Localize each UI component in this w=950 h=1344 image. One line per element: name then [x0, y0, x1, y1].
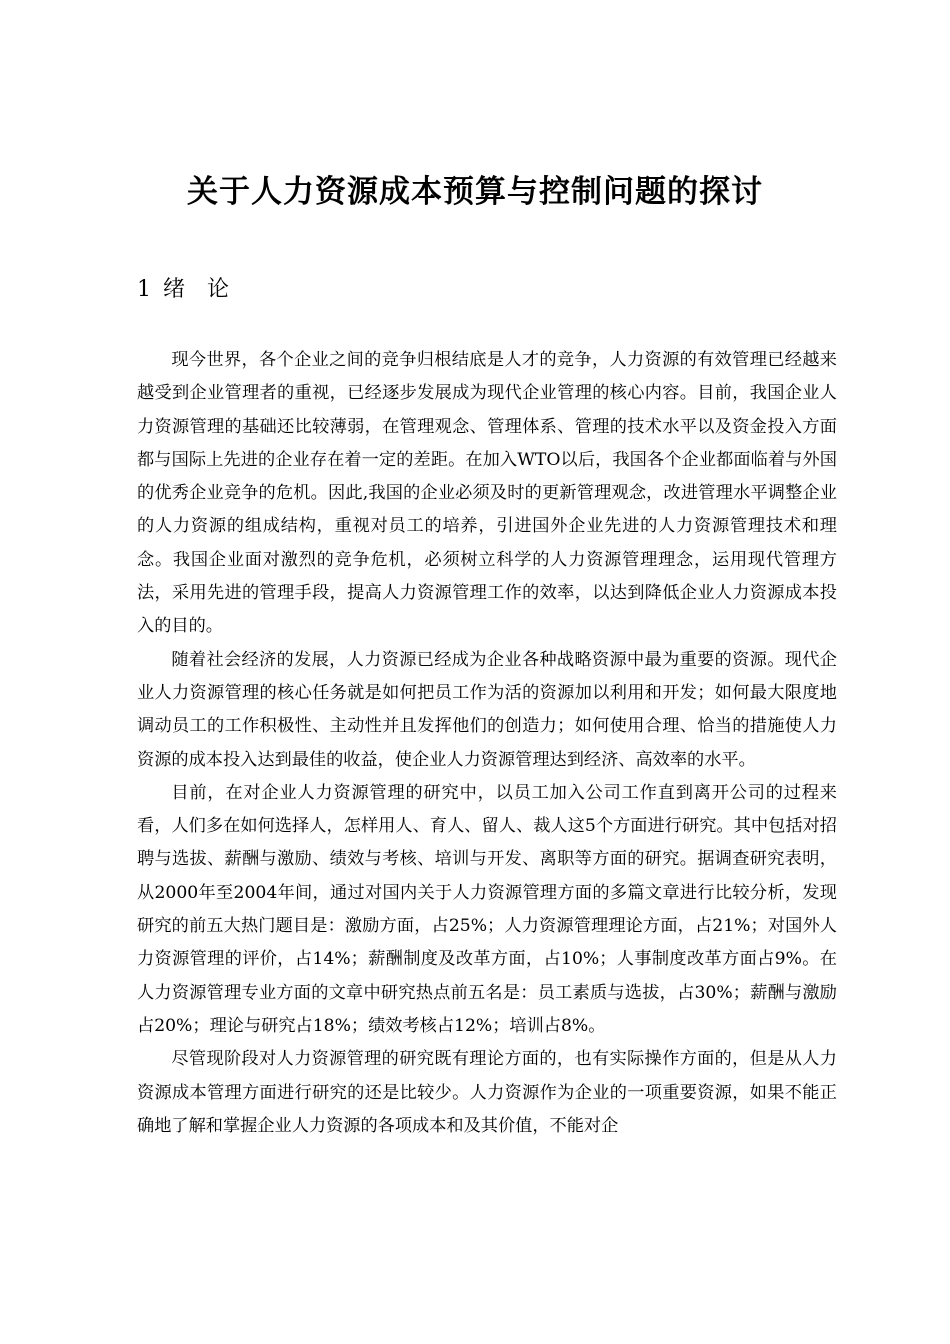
- paragraph: 目前，在对企业人力资源管理的研究中，以员工加入公司工作直到离开公司的过程来看，人们多在如何选择人，怎样用人、育人、留人、裁人这5个方面进行研究。其中包括对招聘与选拔、薪酬与激励、绩效与考核、培训与开发、离职等方面的研究。据调查研究表明，从2000年至2004年间，通过对国内关于人力资源管理方面的多篇文章进行比较分析，发现研究的前五大热门题目是：激励方面，占25%；人力资源管理理论方面，占21%；对国外人力资源管理的评价，占14%；薪酬制度及改革方面，占10%；人事制度改革方面占9%。在人力资源管理专业方面的文章中研究热点前五名是：员工素质与选拔，占30%；薪酬与激励占20%；理论与研究占18%；绩效考核占12%；培训占8%。: [137, 782, 837, 1036]
- paragraph: 尽管现阶段对人力资源管理的研究既有理论方面的，也有实际操作方面的，但是从人力资源成本管理方面进行研究的还是比较少。人力资源作为企业的一项重要资源，如果不能正确地了解和掌握企业人力资源的各项成本和及其价值，不能对企: [137, 1049, 837, 1136]
- paragraph: 随着社会经济的发展，人力资源已经成为企业各种战略资源中最为重要的资源。现代企业人力资源管理的核心任务就是如何把员工作为活的资源加以利用和开发；如何最大限度地调动员工的工作积极性、主动性并且发挥他们的创造力；如何使用合理、恰当的措施使人力资源的成本投入达到最佳的收益，使企业人力资源管理达到经济、高效率的水平。: [137, 649, 837, 770]
- section-heading: [137, 274, 251, 306]
- document-title: 关于人力资源成本预算与控制问题的探讨: [187, 174, 763, 210]
- section-name: 绪论: [163, 277, 252, 302]
- section-number: 1: [137, 277, 151, 302]
- paragraph: 现今世界，各个企业之间的竞争归根结底是人才的竞争，人力资源的有效管理已经越来越受到企业管理者的重视，已经逐步发展成为现代企业管理的核心内容。目前，我国企业人力资源管理的基础还比较薄弱，在管理观念、管理体系、管理的技术水平以及资金投入方面都与国际上先进的企业存在着一定的差距。在加入WTO以后，我国各个企业都面临着与外国的优秀企业竞争的危机。因此,我国的企业必须及时的更新管理观念，改进管理水平调整企业的人力资源的组成结构，重视对员工的培养，引进国外企业先进的人力资源管理技术和理念。我国企业面对激烈的竞争危机，必须树立科学的人力资源管理理念，运用现代管理方法，采用先进的管理手段，提高人力资源管理工作的效率，以达到降低企业人力资源成本投入的目的。: [137, 350, 837, 637]
- body-text: [137, 344, 837, 1143]
